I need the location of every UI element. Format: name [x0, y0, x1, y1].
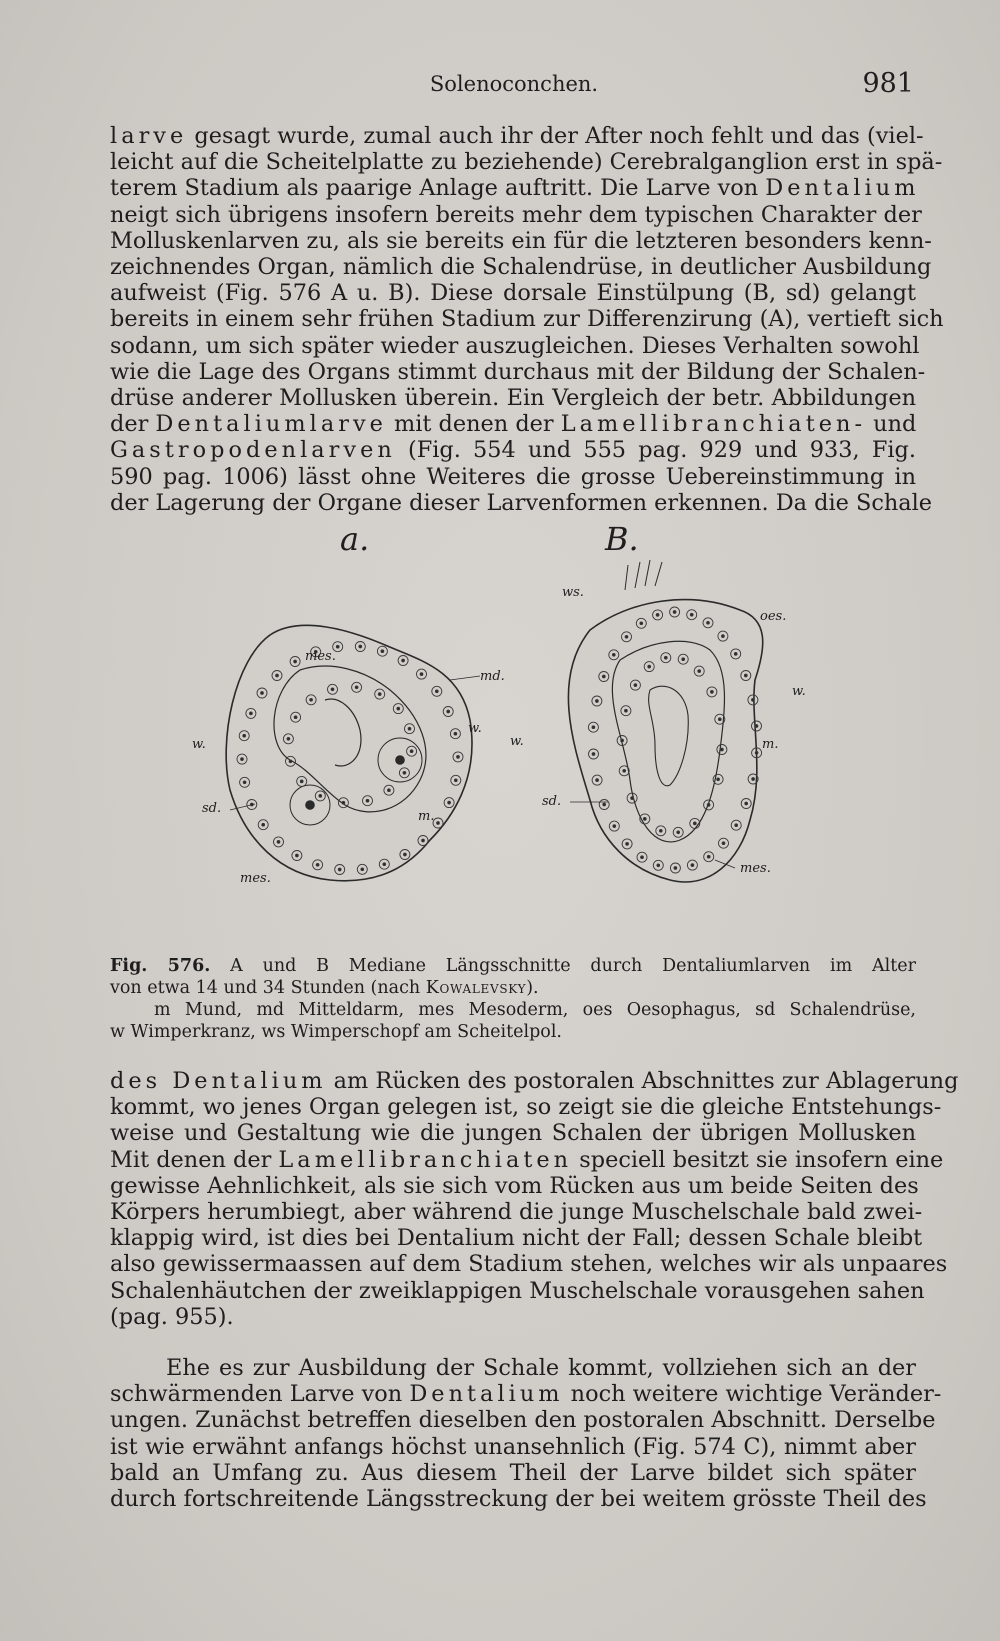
cell-dot	[707, 804, 710, 807]
cell-dot	[448, 801, 451, 804]
text-line: durch fortschreitende Längsstreckung der bei weitem grösste Theil des	[110, 1486, 927, 1513]
cell-dot	[402, 659, 405, 662]
text-line: weise und Gestaltung wie die jungen Schalen der übrigen Mollusken	[110, 1120, 916, 1147]
cell-dot	[648, 665, 651, 668]
cell-dot	[355, 686, 358, 689]
cell-dot	[316, 863, 319, 866]
cell-dot	[592, 753, 595, 756]
cell-dot	[722, 842, 725, 845]
cell-dot	[596, 700, 599, 703]
label-w-b-left: w.	[510, 734, 524, 749]
cell-dot	[707, 621, 710, 624]
cell-dot	[342, 801, 345, 804]
cell-dot	[643, 818, 646, 821]
text-line: der Lagerung der Organe dieser Larvenformen erkennen. Da die Schale	[110, 489, 933, 516]
cell-dot	[366, 799, 369, 802]
cell-dot	[359, 645, 362, 648]
cell-dot	[287, 737, 290, 740]
text-line: terem Stadium als paarige Anlage auftritt. Die Larve von Dentalium	[110, 175, 920, 202]
cell-dot	[454, 732, 457, 735]
label-ws-b: ws.	[562, 585, 584, 600]
cell-dot	[338, 868, 341, 871]
text-line: bereits in einem sehr frühen Stadium zur Differenzirung (A), vertieft sich	[110, 306, 944, 333]
cell-dot	[677, 831, 680, 834]
cell-dot	[693, 822, 696, 825]
cell-dot	[250, 712, 253, 715]
cell-dot	[634, 684, 637, 687]
figure-caption	[110, 955, 916, 1043]
cell-dot	[755, 725, 758, 728]
figure-576	[150, 520, 890, 950]
cell-dot	[752, 778, 755, 781]
cell-dot	[378, 693, 381, 696]
cell-dot	[721, 748, 724, 751]
cell-dot	[261, 692, 264, 695]
cell-dot	[603, 803, 606, 806]
label-oes-b: oes.	[760, 609, 787, 624]
cell-dot	[698, 670, 701, 673]
text-line: neigt sich übrigens insofern bereits mehr dem typischen Charakter der	[110, 201, 922, 228]
text-line: Mit denen der Lamellibranchiaten speciell besitzt sie insofern eine	[110, 1146, 944, 1173]
text-line: Molluskenlarven zu, als sie bereits ein für die letzteren besonders kenn-	[110, 227, 932, 254]
cell-dot	[707, 855, 710, 858]
cell-dot	[755, 751, 758, 754]
cell-dot	[682, 658, 685, 661]
cell-dot	[626, 843, 629, 846]
cell-dot	[381, 650, 384, 653]
cell-dot	[612, 653, 615, 656]
cell-dot	[674, 867, 677, 870]
text-line: wie die Lage des Organs stimmt durchaus mit der Bildung der Schalen-	[110, 358, 926, 385]
cell-dot	[310, 698, 313, 701]
cell-dot	[659, 829, 662, 832]
text-line: bald an Umfang zu. Aus diesem Theil der Larve bildet sich später	[110, 1459, 916, 1486]
cell-dot	[243, 781, 246, 784]
cell-dot	[361, 868, 364, 871]
caption-line: Fig. 576. A und B Mediane Längsschnitte durch Dentaliumlarven im Alter	[110, 956, 916, 976]
label-mes-a: mes.	[305, 649, 336, 664]
cell-dot	[734, 653, 737, 656]
cell-dot	[735, 824, 738, 827]
text-line: Gastropodenlarven (Fig. 554 und 555 pag. 929 und 933, Fig.	[110, 437, 916, 464]
figure-letter-b: B.	[605, 520, 639, 558]
cell-dot	[420, 673, 423, 676]
cell-dot	[673, 611, 676, 614]
cell-dot	[641, 856, 644, 859]
cell-dot	[621, 739, 624, 742]
cell-dot	[623, 769, 626, 772]
label-m-a: m.	[418, 809, 435, 824]
larva-illustrations	[150, 520, 890, 950]
cell-dot	[722, 635, 725, 638]
cell-dot	[690, 613, 693, 616]
paragraph-2	[110, 1068, 959, 1330]
cell-dot	[294, 716, 297, 719]
larva-a-drawing	[226, 625, 472, 880]
cell-dot	[437, 822, 440, 825]
cell-dot	[596, 779, 599, 782]
cell-dot	[397, 707, 400, 710]
cell-dot	[657, 864, 660, 867]
cell-dot	[718, 718, 721, 721]
cell-dot	[664, 656, 667, 659]
running-head	[110, 68, 918, 102]
paragraph-3	[110, 1355, 942, 1513]
text-line: aufweist (Fig. 576 A u. B). Diese dorsale Einstülpung (B, sd) gelangt	[110, 280, 916, 307]
text-line: klappig wird, ist dies bei Dentalium nicht der Fall; dessen Schale bleibt	[110, 1225, 923, 1252]
label-mes-a-bottom: mes.	[240, 871, 271, 886]
cell-dot	[408, 727, 411, 730]
text-line: (pag. 955).	[110, 1303, 234, 1330]
label-w-a-left: w.	[192, 737, 206, 752]
cell-dot	[454, 779, 457, 782]
cell-dot	[262, 823, 265, 826]
figure-letter-a: a.	[340, 520, 370, 558]
text-line: schwärmenden Larve von Dentalium noch weitere wichtige Veränder-	[110, 1381, 942, 1408]
cell-dot	[276, 674, 279, 677]
cell-dot	[241, 758, 244, 761]
text-line: Ehe es zur Ausbildung der Schale kommt, vollziehen sich an der	[166, 1355, 916, 1381]
cell-dot	[243, 734, 246, 737]
label-m-b: m.	[762, 737, 779, 752]
cell-dot	[388, 789, 391, 792]
text-line: Körpers herumbiegt, aber während die junge Muschelschale bald zwei-	[110, 1199, 923, 1226]
cell-dot	[296, 854, 299, 857]
cell-dot	[592, 726, 595, 729]
cell-dot	[331, 688, 334, 691]
cell-dot	[752, 699, 755, 702]
text-line: sodann, um sich später wieder auszugleichen. Dieses Verhalten sowohl	[110, 332, 920, 359]
label-w-a-right: w.	[468, 721, 482, 736]
text-line: des Dentalium am Rücken des postoralen Abschnittes zur Ablagerung	[110, 1068, 959, 1094]
cell-dot	[691, 864, 694, 867]
caption-line: m Mund, md Mitteldarm, mes Mesoderm, oes Oesophagus, sd Schalendrüse,	[154, 1000, 916, 1020]
cell-dot	[277, 841, 280, 844]
cell-dot	[410, 750, 413, 753]
cell-dot	[656, 614, 659, 617]
cell-dot	[613, 825, 616, 828]
text-line: gewisse Aehnlichkeit, als sie sich vom Rücken aus um beide Seiten des	[110, 1172, 919, 1199]
cell-dot	[294, 660, 297, 663]
text-line: Schalenhäutchen der zweiklappigen Muschelschale vorausgehen sahen	[110, 1277, 925, 1304]
text-line: larve gesagt wurde, zumal auch ihr der After noch fehlt und das (viel-	[110, 123, 924, 149]
cell-dot	[336, 645, 339, 648]
cell-dot	[717, 778, 720, 781]
running-title: Solenoconchen.	[429, 72, 599, 96]
cell-dot	[457, 756, 460, 759]
cell-dot	[625, 709, 628, 712]
caption-line: von etwa 14 und 34 Stunden (nach Kowalevsky).	[110, 978, 539, 998]
cell-dot	[625, 635, 628, 638]
cell-dot	[422, 839, 425, 842]
cell-dot	[744, 674, 747, 677]
caption-line: w Wimperkranz, ws Wimperschopf am Scheitelpol.	[110, 1022, 562, 1042]
text-line: ungen. Zunächst betreffen dieselben den postoralen Abschnitt. Derselbe	[110, 1407, 936, 1434]
paragraph-1	[110, 123, 944, 516]
cell-dot	[404, 853, 407, 856]
cell-dot	[711, 691, 714, 694]
label-w-b-right: w.	[792, 684, 806, 699]
cell-dot	[319, 795, 322, 798]
cell-dot	[447, 710, 450, 713]
label-md-a: md.	[480, 669, 505, 684]
text-line: drüse anderer Mollusken überein. Ein Vergleich der betr. Abbildungen	[110, 385, 916, 412]
cell-dot	[403, 771, 406, 774]
text-line: also gewissermaassen auf dem Stadium stehen, welches wir als unpaares	[110, 1251, 948, 1278]
text-line: kommt, wo jenes Organ gelegen ist, so zeigt sie die gleiche Entstehungs-	[110, 1094, 942, 1121]
page-number: 981	[862, 68, 914, 99]
cell-dot	[383, 863, 386, 866]
cell-dot	[631, 797, 634, 800]
text-line: zeichnendes Organ, nämlich die Schalendrüse, in deutlicher Ausbildung	[110, 254, 932, 281]
text-line: der Dentaliumlarve mit denen der Lamellibranchiaten- und	[110, 411, 917, 438]
cell-dot	[300, 780, 303, 783]
text-line: leicht auf die Scheitelplatte zu beziehende) Cerebralganglion erst in spä-	[110, 149, 943, 176]
label-sd-a: sd.	[202, 801, 222, 816]
cell-dot	[289, 760, 292, 763]
cell-dot	[640, 622, 643, 625]
larva-b-drawing	[568, 560, 762, 882]
cell-dot	[602, 675, 605, 678]
label-mes-b: mes.	[740, 861, 771, 876]
text-line: ist wie erwähnt anfangs höchst unansehnlich (Fig. 574 C), nimmt aber	[110, 1433, 916, 1460]
cell-dot	[745, 802, 748, 805]
cell-dot	[435, 690, 438, 693]
label-sd-b: sd.	[542, 794, 562, 809]
text-line: 590 pag. 1006) lässt ohne Weiteres die grosse Uebereinstimmung in	[110, 463, 916, 490]
